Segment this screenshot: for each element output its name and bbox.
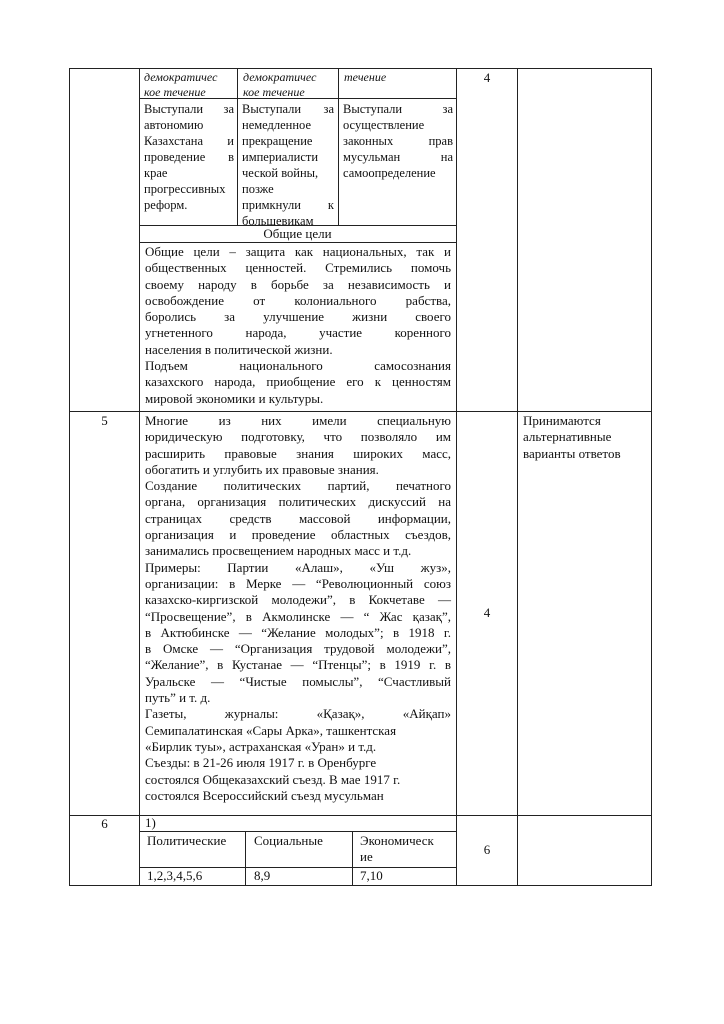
row-number: 5: [101, 413, 108, 428]
intro-text: 1): [145, 815, 156, 830]
answer-text: Многие из них имели специальную юридическую подготовку, что позволяло им расширить правовые знания широких масс, обогатить и углубить их правовые знания. Создание политических партий, печатного органа, организация политических дискуссий на страницах средств массовой информации, организация и проведение областных съездов, занимались просвещением народных масс и т.д. Примеры: Партии «Алаш», «Уш жуз», организации: в Мерке — “Революционный союз казахско-киргизской молодежи”, в Кокчетаве — “Просвещение”, в Акмолинске — “ Жас қазақ”, в Актюбинске — “Желание молодых”; в 1918 г. в Омске — “Организация трудовой молодежи”, “Желание”, в Кустанае — “Птенцы”; в 1919 г. в Уральске — “Чистые помыслы”, “Счастливый путь” и т. д. Газеты, журналы: «Қазақ», «Айқап» Семипалатинская «Сары Арка», ташкентская «Бирлик туы», астраханская «Уран» и т.д. Съезды: в 21-26 июля 1917 г. в Оренбурге состоялся Общеказахский съезд. В мае 1917 г. состоялся Всероссийский съезд мусульман: [145, 413, 451, 803]
description-cell-1: Выступали за автономию Казахстана и проведение в крае прогрессивных реформ.: [144, 102, 234, 212]
common-goals-text: Общие цели – защита как национальных, так и общественных ценностей. Стремились помочь своему народу в борьбе за независимость и освобождение от колониального рабства, боролись за улучшение жизни своего угнетенного народа, участие коренного населения в политической жизни. Подъем национального самосознания казахского народа, приобщение его к ценностям мировой экономики и культуры.: [145, 244, 451, 406]
sub-table-header: Социальные: [254, 833, 323, 848]
table-border-top: [69, 68, 652, 69]
row-separator-5: [69, 411, 652, 412]
table-border-right: [651, 68, 652, 886]
sub-table-cell: 7,10: [360, 868, 383, 883]
column-divider-score: [517, 68, 518, 886]
italic-cell-2: демократичес кое течение: [243, 70, 317, 99]
common-goals-header: Общие цели: [263, 226, 332, 241]
column-divider-num: [139, 68, 140, 886]
score-cell: 4: [483, 605, 491, 620]
italic-cell-3: течение: [344, 70, 387, 84]
column-divider-content: [456, 68, 457, 886]
score-cell: 6: [483, 842, 491, 857]
description-cell-2: Выступали за немедленное прекращение империалисти ческой войны, позже примкнули к большевикам: [242, 102, 334, 228]
sub-table-divider-1: [245, 831, 246, 886]
score-cell: 4: [483, 70, 491, 85]
inner-divider-2: [338, 68, 339, 225]
table-border-left: [69, 68, 70, 886]
italic-cell-1: демократичес кое течение: [144, 70, 218, 99]
table-border-bottom: [69, 885, 652, 886]
row-number: 6: [101, 816, 108, 831]
inner-divider-1: [237, 68, 238, 225]
sub-table-cell: 8,9: [254, 868, 271, 883]
note-cell: Принимаются альтернативные варианты ответов: [523, 413, 621, 461]
sub-table-header: Политические: [147, 833, 227, 848]
sub-table-divider-2: [352, 831, 353, 886]
sub-table-header: Экономическ ие: [360, 833, 434, 865]
sub-table-cell: 1,2,3,4,5,6: [147, 868, 203, 883]
description-cell-3: Выступали за осуществление законных прав мусульман на самоопределение: [343, 102, 453, 180]
